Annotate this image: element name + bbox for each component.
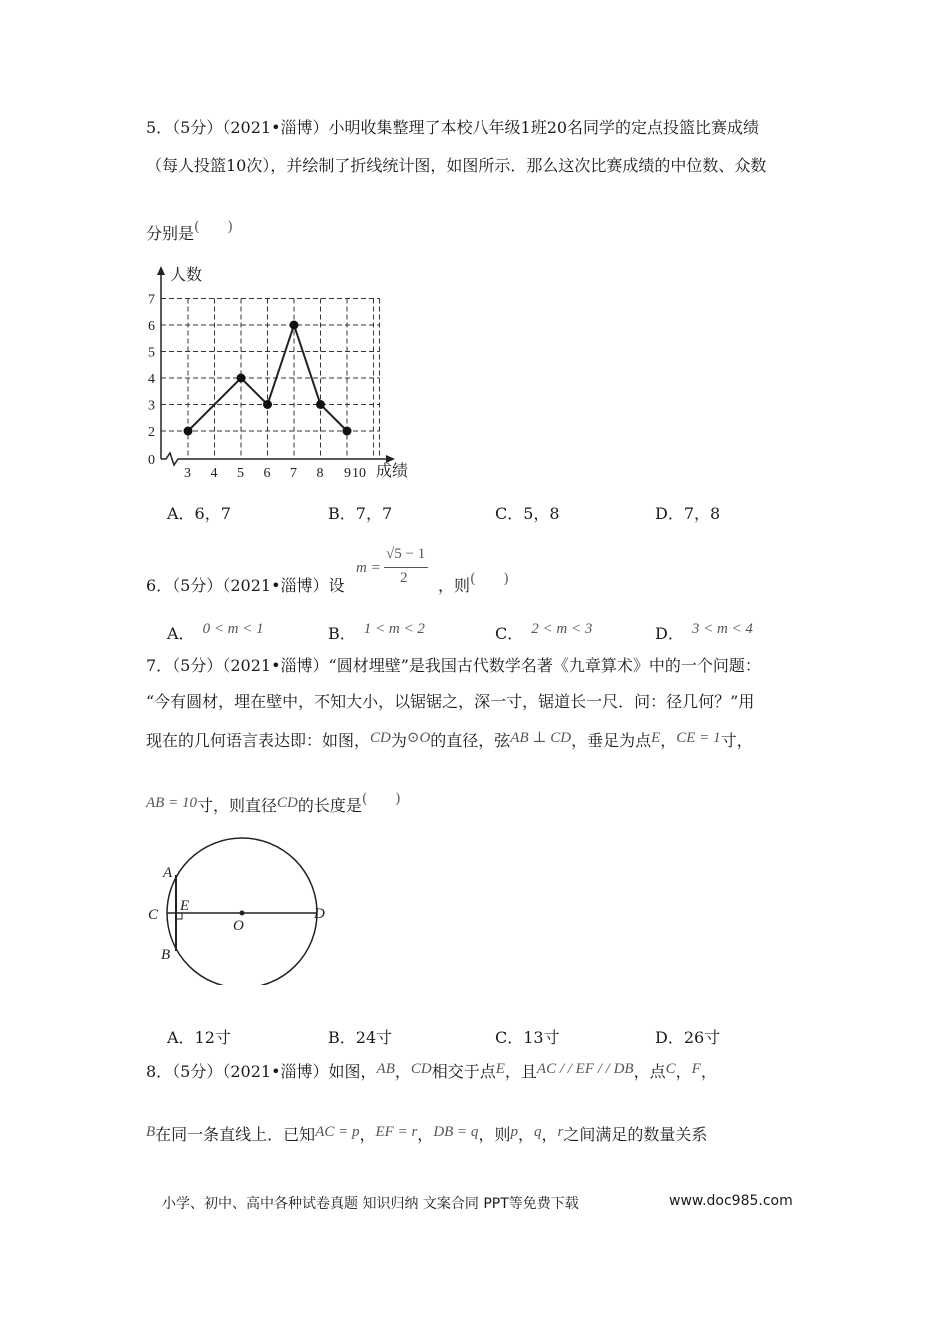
q6-m: m = [356,560,381,576]
y-tick-label-6: 6 [148,319,155,334]
q7-line3-c: 的直径，弦 [430,731,511,750]
q7-line3-cd: CD [370,730,391,746]
x-tick-label-3: 3 [184,466,191,481]
q6-denominator: 2 [400,570,408,586]
q7-circle-figure [140,835,340,985]
q8-line1-ab: AB [376,1061,395,1077]
chart-xlabel: 成绩 [376,463,409,480]
q6-stem [146,576,345,596]
q7-line4-ab: AB = 10 [146,795,197,811]
q6-tail [438,571,509,597]
q6-option-c-letter: C． [495,624,524,643]
q7-line3-f: ， [660,731,677,750]
q8-line2-sep2: ， [417,1125,434,1144]
y-tick-label-0: 0 [148,453,155,468]
q8-line1-parallel: AC / / EF / / DB [536,1061,634,1077]
data-point-8 [316,400,325,409]
q5-answer-paren: ( ) [194,219,233,235]
y-tick-label-2: 2 [148,425,155,440]
q6-answer-paren: ( ) [470,571,509,587]
q8-line2-sep4: ， [541,1125,558,1144]
q6-option-b-letter: B． [328,624,356,643]
q5-line3-text: 分别是 [146,224,195,243]
q7-line1: 7．（5分）（2021•淄博）“圆材埋壁”是我国古代数学名著《九章算术》中的一个问题： [146,656,761,675]
q8-line1-point-f: F [691,1061,701,1077]
q7-option-c[interactable]: C．13寸 [495,1028,560,1047]
data-point-3 [184,427,193,436]
q8-line1-e: E [495,1061,505,1077]
q7-line3-ce: CE = 1 [676,730,721,746]
q6-option-d-letter: D． [655,624,684,643]
q5-line1: 5．（5分）（2021•淄博）小明收集整理了本校八年级1班20名同学的定点投篮比赛成绩 [146,118,760,137]
x-axis-arrow [386,455,395,463]
chart-ticks [148,293,366,482]
chart-ylabel: 人数 [170,267,203,284]
q7-line4-cd: CD [276,795,298,811]
q8-line1-sep1: ， [394,1062,411,1081]
footer-text: 小学、初中、高中各种试卷真题 知识归纳 文案合同 PPT等免费下载 [162,1196,579,1212]
q8-line1-c: ，且 [504,1062,537,1081]
q7-line4 [146,791,401,817]
q5-line3 [146,219,233,245]
x-tick-label-6: 6 [263,466,271,481]
x-tick-label-8: 8 [316,466,324,481]
q7-option-b[interactable]: B．24寸 [328,1028,393,1047]
q8-line2-sep1: ， [359,1125,376,1144]
label-o: O [233,918,244,934]
q7-option-a[interactable]: A．12寸 [167,1028,231,1047]
data-point-6 [263,400,272,409]
q7-line3 [146,731,753,752]
q8-line1-sep3: ， [700,1062,717,1081]
label-b: B [161,947,171,963]
q8-line1-a: 8．（5分）（2021•淄博）如图， [146,1062,377,1081]
q6-option-c-math: 2 < m < 3 [531,621,593,637]
q8-line2-ac: AC = p [315,1124,360,1140]
q8-line2-sep3: ， [517,1125,534,1144]
y-tick-label-7: 7 [148,292,155,308]
footer-link[interactable]: www.doc985.com [669,1193,793,1209]
q8-line1-point-c: C [665,1061,676,1077]
q8-line2 [146,1125,707,1146]
data-point-5 [237,374,246,383]
q6-option-b-math: 1 < m < 2 [363,621,425,637]
q7-option-d[interactable]: D．26寸 [655,1028,721,1047]
data-point-7 [290,321,299,330]
x-axis-break [161,453,388,465]
q7-answer-paren: ( ) [361,791,401,807]
q7-line3-d: ，垂足为点 [571,731,652,750]
chart-axes [157,266,395,465]
y-axis-arrow [157,266,165,275]
q8-line1-b: 相交于点 [431,1062,496,1081]
q5-option-c[interactable]: C．5，8 [495,504,560,523]
q7-line3-ab-perp-cd: AB ⊥ CD [510,730,572,746]
q7-line2: “今有圆材，埋在壁中，不知大小，以锯锯之，深一寸，锯道长一尺．问：径几何？”用 [146,692,755,711]
q5-option-a[interactable]: A．6，7 [167,504,231,523]
q6-fraction-bar [384,567,428,568]
q6-option-d[interactable] [655,621,753,644]
q6-option-b[interactable] [328,621,425,644]
q8-line2-p: p [510,1124,518,1140]
q8-line2-c: 之间满足的数量关系 [563,1125,708,1144]
q6-numerator: √5 − 1 [386,546,426,562]
q8-line1 [146,1062,717,1083]
q8-line1-cd: CD [410,1061,432,1077]
q6-option-d-math: 3 < m < 4 [691,621,753,637]
q8-line2-a: 在同一条直线上．已知 [155,1125,316,1144]
y-tick-label-5: 5 [148,345,155,361]
label-e: E [180,898,190,914]
x-tick-label-7: 7 [290,466,297,481]
q7-line3-g: 寸， [720,731,753,750]
y-tick-label-4: 4 [148,372,155,387]
q8-line2-b: ，则 [478,1125,511,1144]
q8-line2-ef: EF = r [375,1124,418,1140]
q6-prefix: 6．（5分）（2021•淄博）设 [146,576,345,595]
q6-fraction [356,546,436,596]
q6-option-a-letter: A． [167,624,195,643]
q7-line4-a: 寸，则直径 [196,796,277,815]
q5-line-chart [140,262,430,487]
q6-option-c[interactable] [495,621,592,644]
q8-line2-db: DB = q [433,1124,479,1140]
q8-line2-q: q [533,1124,542,1140]
q6-suffix: ，则 [438,576,471,595]
q5-line2: （每人投篮10次），并绘制了折线统计图，如图所示．那么这次比赛成绩的中位数、众数 [146,156,767,175]
q7-line3-e: E [651,730,661,746]
q7-line4-b: 的长度是 [297,796,362,815]
q8-line2-r: r [557,1124,564,1140]
q8-line2-point-b: B [146,1124,156,1140]
x-tick-label-5: 5 [237,466,244,481]
q8-line1-sep2: ， [675,1062,692,1081]
q8-line1-d: ，点 [633,1062,666,1081]
q7-line3-a: 现在的几何语言表达即：如图， [146,731,371,750]
q6-option-a[interactable] [167,621,264,644]
y-tick-label-3: 3 [148,398,155,414]
data-point-9 [343,427,352,436]
q5-option-b[interactable]: B．7，7 [328,504,393,523]
label-c: C [148,907,159,923]
q6-option-a-math: 0 < m < 1 [202,621,264,637]
center-dot [240,911,245,916]
x-tick-label-9: 9 [344,466,351,481]
label-d: D [314,906,325,922]
x-tick-label-10: 10 [352,466,366,481]
q7-line3-b: 为 [390,731,407,750]
q7-line3-circle-o: ⊙O [406,730,431,746]
q5-option-d[interactable]: D．7，8 [655,504,721,523]
label-a: A [163,865,173,881]
x-tick-label-4: 4 [210,466,218,481]
